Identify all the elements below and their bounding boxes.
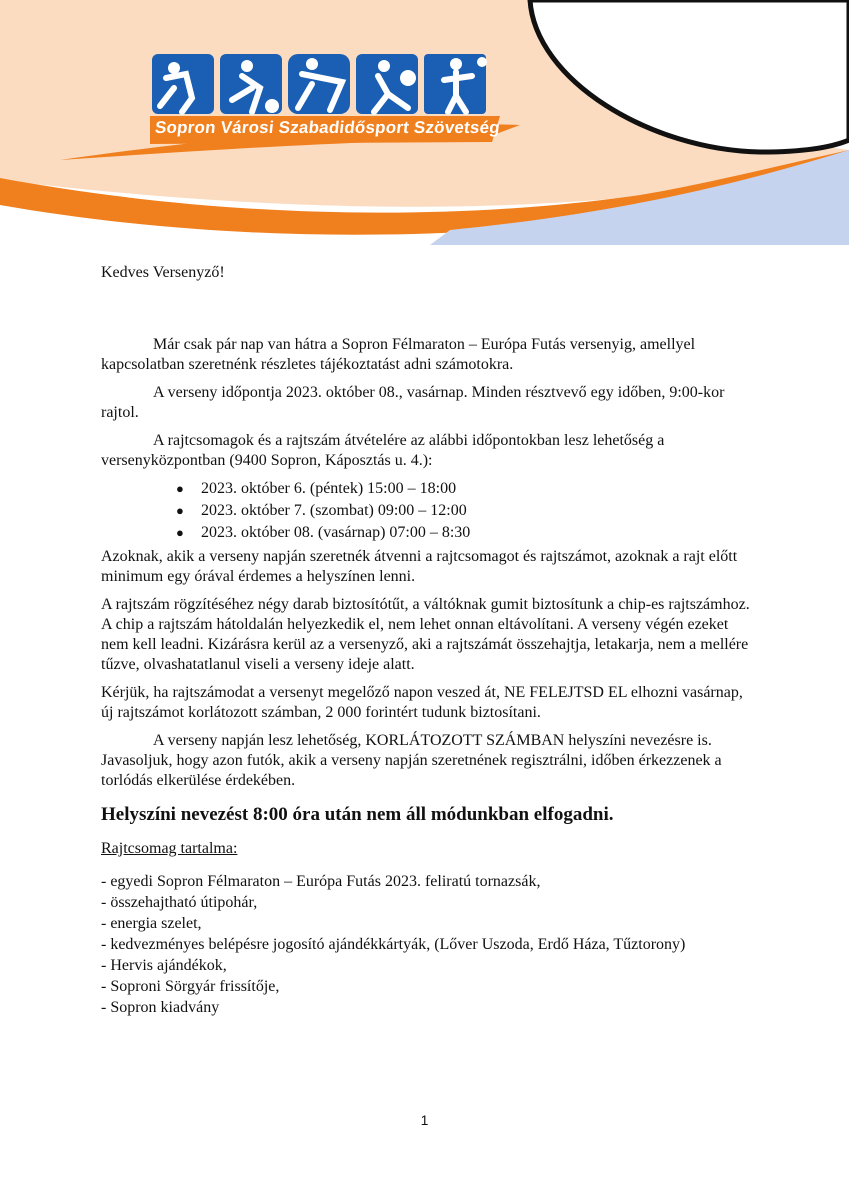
paragraph-raceday-pickup: Azoknak, akik a verseny napján szeretnék átvenni a rajtcsomagot és rajtszámot, azoknak a rajt előtt minimum egy órával érdemes a helyszínen lenni. — [101, 548, 738, 585]
paragraph-intro: Már csak pár nap van hátra a Sopron Félmaraton – Európa Futás versenyig, amellyel kapcsolatban szeretnénk részletes tájékoztatást adni számotokra. — [101, 336, 696, 373]
paragraph-bib-rules: A rajtszám rögzítéséhez négy darab biztosítótűt, a váltóknak gumit biztosítunk a chip-es rajtszámhoz. A chip a rajtszám hátoldalán helyezkedik el, nem lehet onnan eltávolítani. A verseny végén ezeket nem kell leadni. Kizárásra kerül az a versenyző, aki a rajtszámát összehajtja, letakarja, nem a mellére tűzve, olvashatatlanul viseli a verseny ideje alatt. — [101, 596, 750, 673]
list-item: - összehajtható útipohár, — [101, 894, 258, 911]
logo-subtitle: Sopron Városi Szabadidősport Szövetség — [154, 118, 501, 137]
paragraph-bib-reminder: Kérjük, ha rajtszámodat a versenyt megelőző napon veszed át, NE FELEJTSD EL elhozni vasárnap, új rajtszámot korlátozott számban, 2 000 forintért tudunk biztosítani. — [101, 684, 743, 721]
bullet-icon: ● — [176, 525, 184, 540]
bullet-icon: ● — [176, 503, 184, 518]
list-item: - Hervis ajándékok, — [101, 957, 227, 974]
list-item: - kedvezményes belépésre jogosító ajándékkártyák, (Lőver Uszoda, Erdő Háza, Tűztorony) — [101, 936, 686, 953]
list-item: ● 2023. október 7. (szombat) 09:00 – 12:00 — [176, 502, 467, 519]
letter-body — [101, 263, 751, 1018]
bullet-icon: ● — [176, 481, 184, 496]
sport-logo — [152, 54, 487, 114]
paragraph-onsite-entry: A verseny napján lesz lehetőség, KORLÁTOZOTT SZÁMBAN helyszíni nevezésre is. Javasoljuk, hogy azon futók, akik a verseny napján szeretnének regisztrálni, időben érkezzenek a torlódás elkerülése érdekében. — [101, 732, 722, 789]
package-contents-list — [101, 871, 751, 1018]
package-heading: Rajtcsomag tartalma: — [101, 840, 238, 857]
page-number: 1 — [420, 1112, 429, 1128]
list-item: - egyedi Sopron Félmaraton – Európa Futás 2023. feliratú tornazsák, — [101, 873, 541, 890]
notice-heading: Helyszíni nevezést 8:00 óra után nem áll módunkban elfogadni. — [101, 804, 614, 825]
paragraph-date: A verseny időpontja 2023. október 08., vasárnap. Minden résztvevő egy időben, 9:00-kor rajtol. — [101, 384, 725, 421]
salutation: Kedves Versenyző! — [101, 264, 225, 281]
list-item: ● 2023. október 08. (vasárnap) 07:00 – 8:30 — [176, 524, 471, 541]
list-item: - energia szelet, — [101, 915, 202, 932]
paragraph-pickup: A rajtcsomagok és a rajtszám átvételére az alábbi időpontokban lesz lehetőség a versenyközpontban (9400 Sopron, Káposztás u. 4.): — [101, 432, 665, 469]
list-item: - Sopron kiadvány — [101, 999, 220, 1016]
list-item: ● 2023. október 6. (péntek) 15:00 – 18:00 — [176, 480, 457, 497]
pickup-dates-list — [101, 479, 751, 543]
list-item: - Soproni Sörgyár frissítője, — [101, 978, 280, 995]
